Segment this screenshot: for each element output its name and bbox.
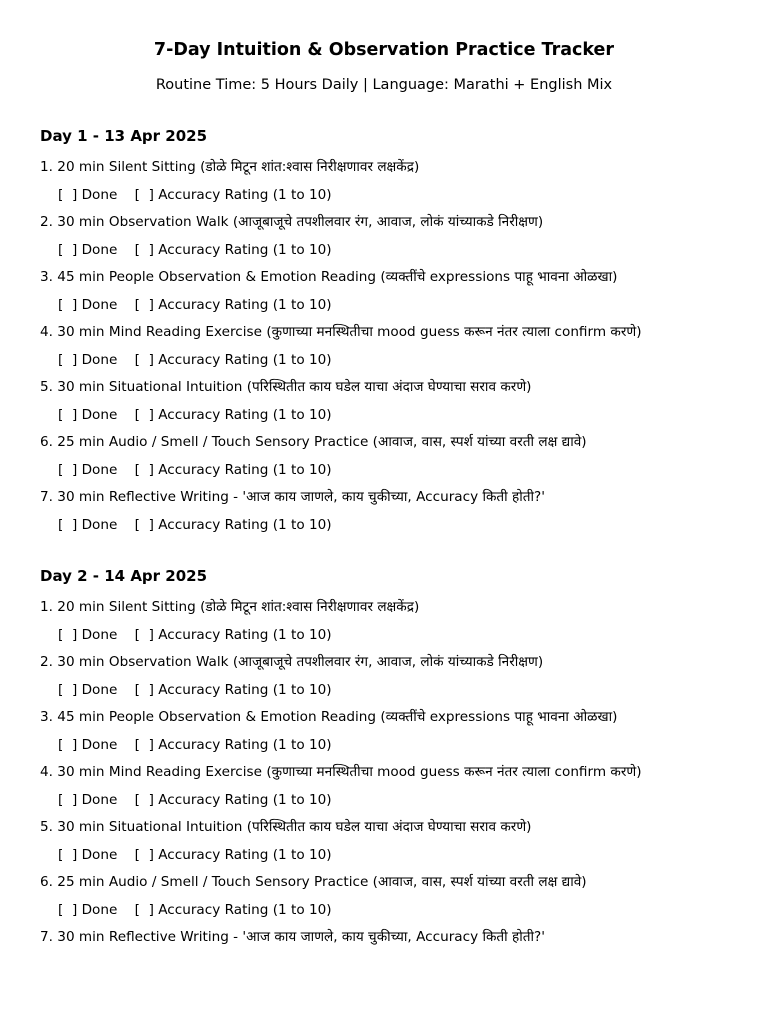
task-item: 2. 30 min Observation Walk (आजूबाजूचे तपशीलवार रंग, आवाज, लोकं यांच्याकडे निरीक्षण) [40,214,544,230]
done-checkbox[interactable]: [ ] Done [58,901,118,918]
task-item: 3. 45 min People Observation & Emotion Reading (व्यक्तींचे expressions पाहू भावना ओळखा) [40,269,618,285]
checklist-row [40,182,760,210]
task-item: 5. 30 min Situational Intuition (परिस्थितीत काय घडेल याचा अंदाज घेण्याचा सराव करणे) [40,819,532,835]
task-item: 5. 30 min Situational Intuition (परिस्थितीत काय घडेल याचा अंदाज घेण्याचा सराव करणे) [40,379,532,395]
day-heading: Day 1 - 13 Apr 2025 [40,127,208,145]
done-checkbox[interactable]: [ ] Done [58,296,118,313]
checklist-row [40,457,760,485]
page-title: 7-Day Intuition & Observation Practice Tracker [153,40,615,60]
task-item: 1. 20 min Silent Sitting (डोळे मिटून शांत:श्वास निरीक्षणावर लक्षकेंद्र) [40,159,420,175]
accuracy-rating-checkbox[interactable]: [ ] Accuracy Rating (1 to 10) [134,296,332,313]
accuracy-rating-checkbox[interactable]: [ ] Accuracy Rating (1 to 10) [134,736,332,753]
accuracy-rating-checkbox[interactable]: [ ] Accuracy Rating (1 to 10) [134,791,332,808]
task-item: 6. 25 min Audio / Smell / Touch Sensory Practice (आवाज, वास, स्पर्श यांच्या वरती लक्ष द्यावे) [40,434,587,450]
task-item: 7. 30 min Reflective Writing - 'आज काय जाणले, काय चुकीच्या, Accuracy किती होती?' [40,489,545,505]
done-checkbox[interactable]: [ ] Done [58,241,118,258]
page-subtitle: Routine Time: 5 Hours Daily | Language: Marathi + English Mix [155,77,613,93]
accuracy-rating-checkbox[interactable]: [ ] Accuracy Rating (1 to 10) [134,846,332,863]
task-item: 4. 30 min Mind Reading Exercise (कुणाच्या मनस्थितीचा mood guess करून नंतर त्याला confirm करणे) [40,324,642,340]
done-checkbox[interactable]: [ ] Done [58,461,118,478]
done-checkbox[interactable]: [ ] Done [58,186,118,203]
done-checkbox[interactable]: [ ] Done [58,516,118,533]
checklist-row [40,512,760,540]
checklist-row [40,787,760,815]
checklist-row [40,347,760,375]
accuracy-rating-checkbox[interactable]: [ ] Accuracy Rating (1 to 10) [134,516,332,533]
task-item: 1. 20 min Silent Sitting (डोळे मिटून शांत:श्वास निरीक्षणावर लक्षकेंद्र) [40,599,420,615]
done-checkbox[interactable]: [ ] Done [58,736,118,753]
done-checkbox[interactable]: [ ] Done [58,791,118,808]
checklist-row [40,292,760,320]
done-checkbox[interactable]: [ ] Done [58,406,118,423]
task-item: 6. 25 min Audio / Smell / Touch Sensory Practice (आवाज, वास, स्पर्श यांच्या वरती लक्ष द्यावे) [40,874,587,890]
task-item: 2. 30 min Observation Walk (आजूबाजूचे तपशीलवार रंग, आवाज, लोकं यांच्याकडे निरीक्षण) [40,654,544,670]
day-section [40,563,760,952]
checklist-row [40,677,760,705]
checklist-row [40,402,760,430]
accuracy-rating-checkbox[interactable]: [ ] Accuracy Rating (1 to 10) [134,351,332,368]
task-item: 4. 30 min Mind Reading Exercise (कुणाच्या मनस्थितीचा mood guess करून नंतर त्याला confirm करणे) [40,764,642,780]
day-heading: Day 2 - 14 Apr 2025 [40,567,208,585]
checklist-row [40,622,760,650]
accuracy-rating-checkbox[interactable]: [ ] Accuracy Rating (1 to 10) [134,406,332,423]
accuracy-rating-checkbox[interactable]: [ ] Accuracy Rating (1 to 10) [134,461,332,478]
accuracy-rating-checkbox[interactable]: [ ] Accuracy Rating (1 to 10) [134,626,332,643]
day-section [40,123,760,539]
checklist-row [40,237,760,265]
checklist-row [40,897,760,925]
task-item: 3. 45 min People Observation & Emotion Reading (व्यक्तींचे expressions पाहू भावना ओळखा) [40,709,618,725]
days-container [40,123,760,976]
accuracy-rating-checkbox[interactable]: [ ] Accuracy Rating (1 to 10) [134,241,332,258]
done-checkbox[interactable]: [ ] Done [58,351,118,368]
done-checkbox[interactable]: [ ] Done [58,626,118,643]
checklist-row [40,842,760,870]
done-checkbox[interactable]: [ ] Done [58,681,118,698]
accuracy-rating-checkbox[interactable]: [ ] Accuracy Rating (1 to 10) [134,186,332,203]
accuracy-rating-checkbox[interactable]: [ ] Accuracy Rating (1 to 10) [134,681,332,698]
task-item: 7. 30 min Reflective Writing - 'आज काय जाणले, काय चुकीच्या, Accuracy किती होती?' [40,929,545,945]
done-checkbox[interactable]: [ ] Done [58,846,118,863]
accuracy-rating-checkbox[interactable]: [ ] Accuracy Rating (1 to 10) [134,901,332,918]
checklist-row [40,732,760,760]
